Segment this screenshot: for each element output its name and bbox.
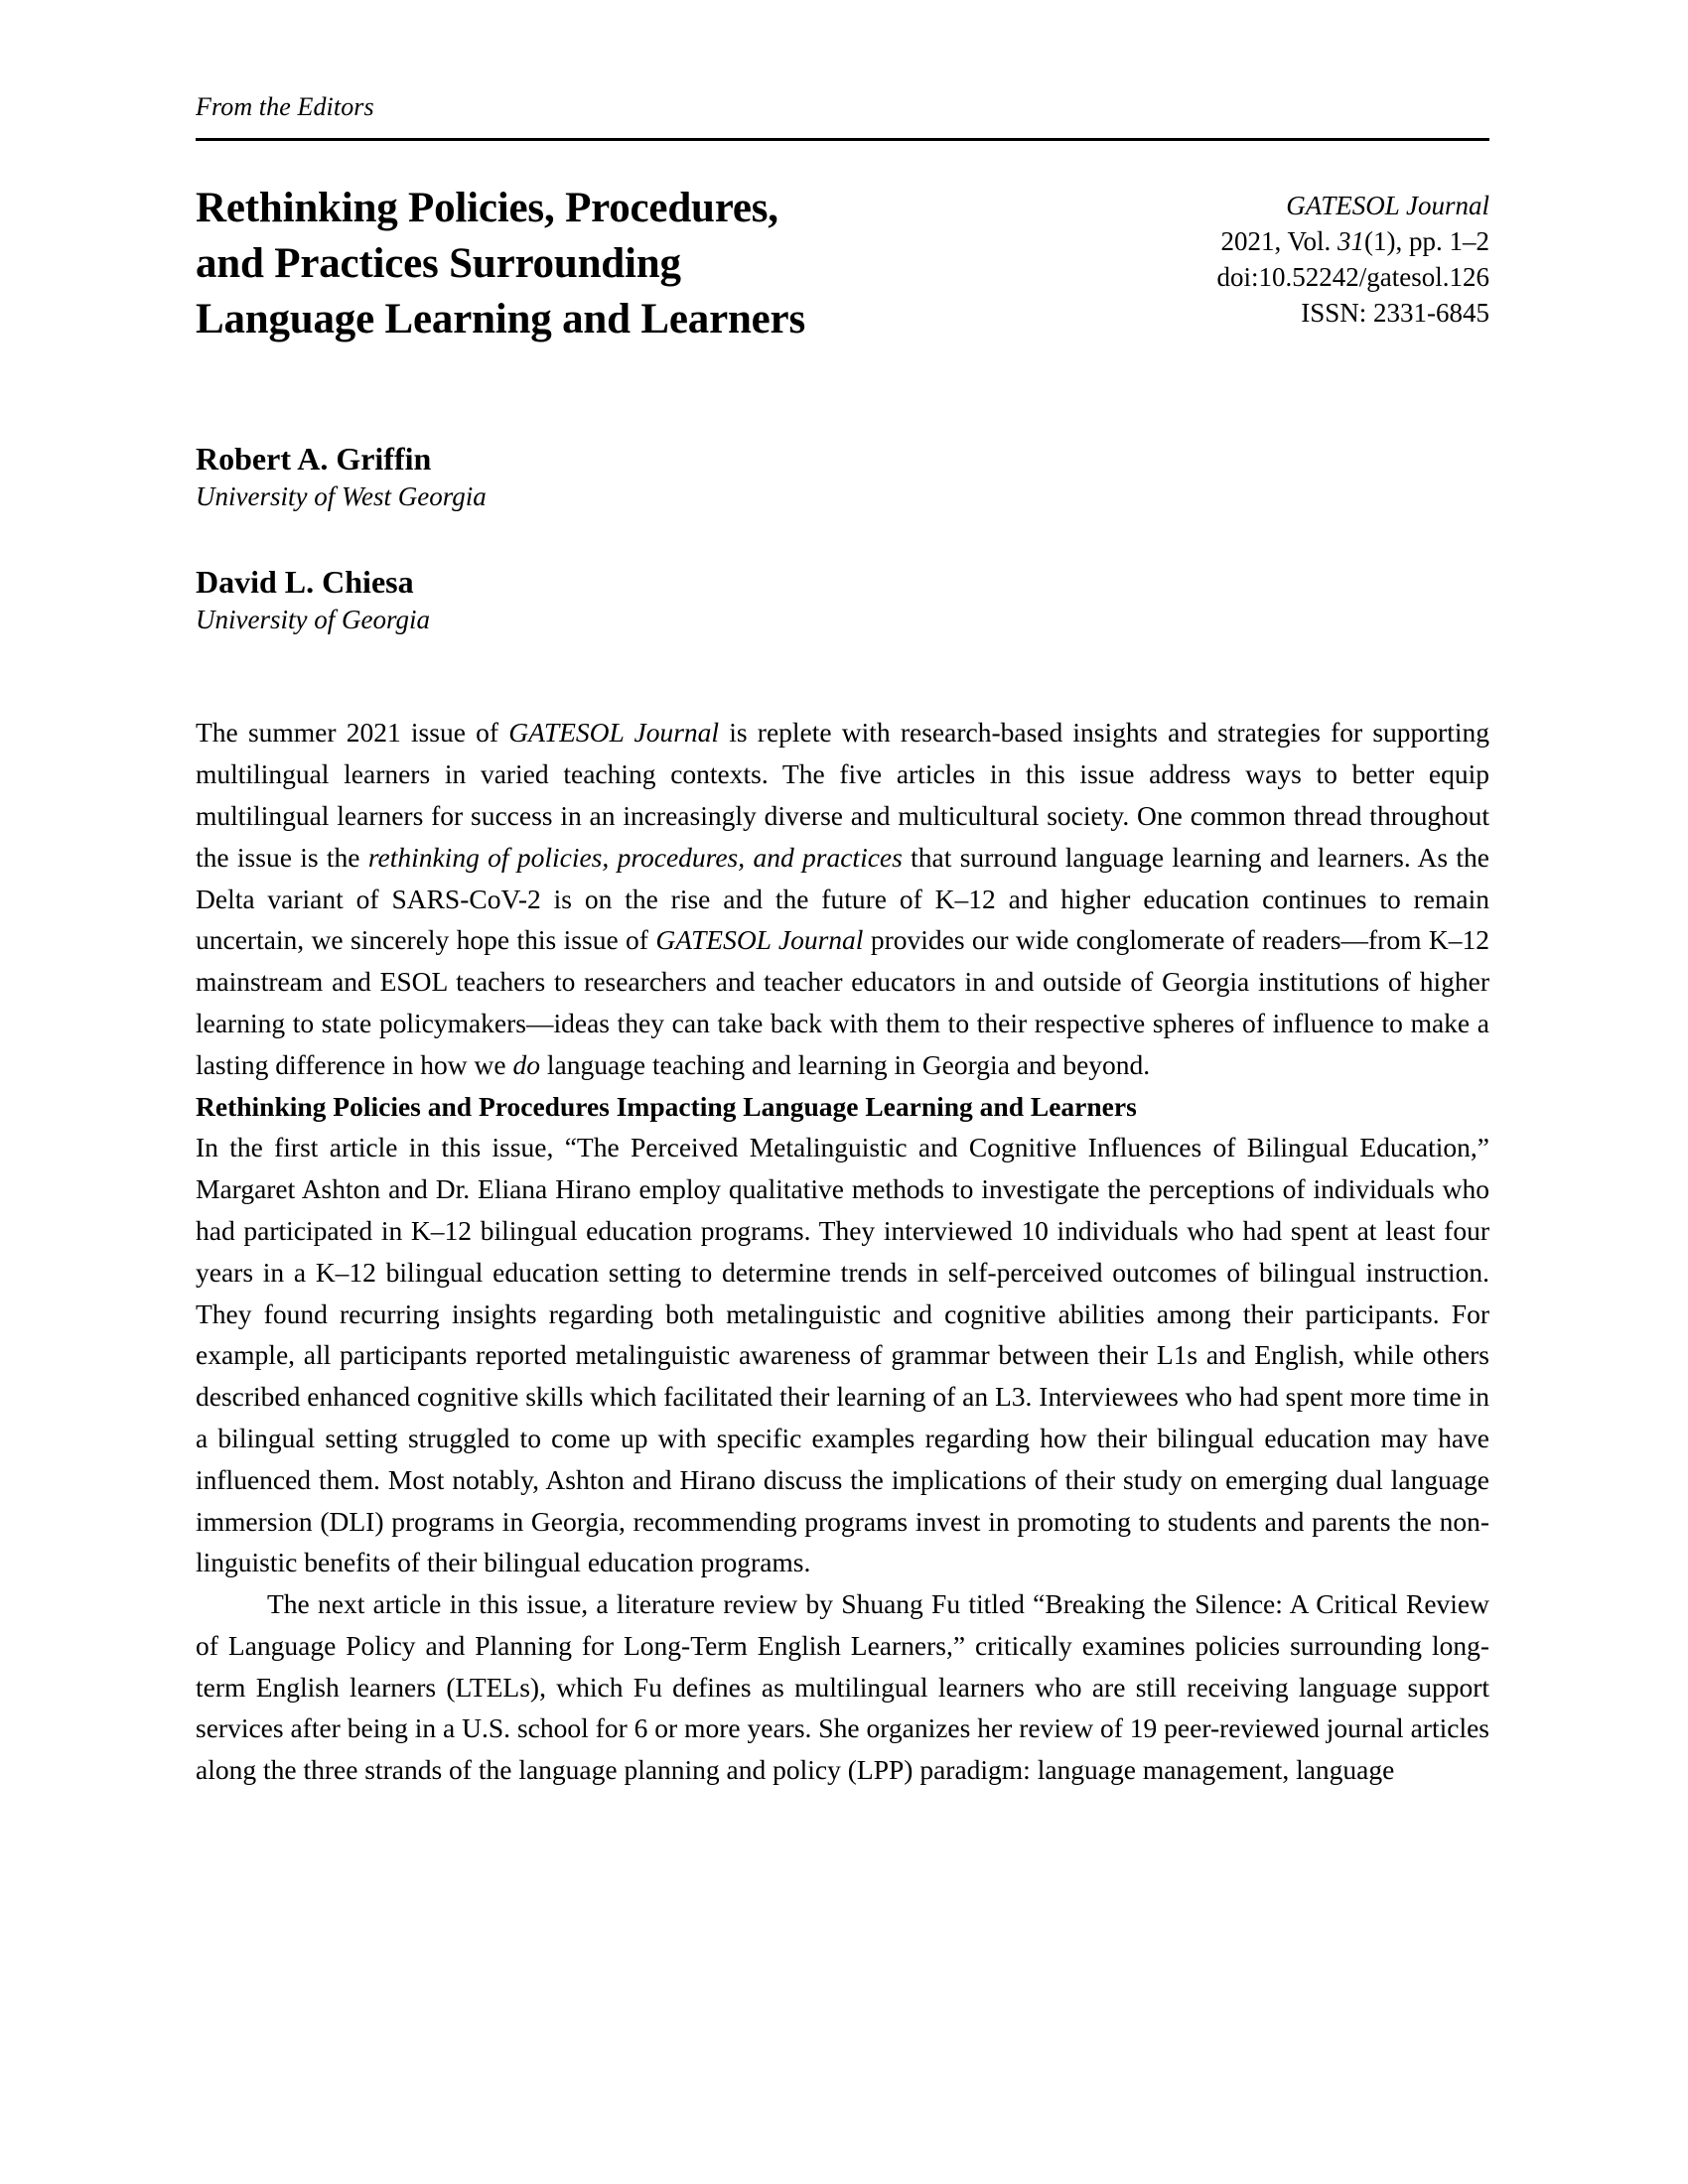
volume-prefix: 2021, Vol. — [1220, 226, 1338, 257]
journal-volume-line — [1072, 224, 1489, 260]
page-title — [196, 181, 990, 347]
author-name: Robert A. Griffin — [196, 440, 432, 477]
p1-italic-3: GATESOL Journal — [655, 924, 864, 956]
volume-suffix: (1), pp. 1–2 — [1364, 226, 1489, 257]
title-line-3: Language Learning and Learners — [196, 295, 805, 342]
author-entry — [196, 439, 1489, 514]
author-list — [196, 439, 1489, 637]
p1-part-b: is replete with research-based insights and strategies for supporting multilingual learners in varied teaching contexts. The five articles in this issue address ways to better equip multilingual learners for success in an increasingly diverse and multicultural society. One common thread throughout the issue is the — [196, 717, 1489, 873]
header-divider — [196, 138, 1489, 141]
journal-name: GATESOL Journal — [1286, 191, 1489, 221]
p1-italic-1: GATESOL Journal — [508, 717, 720, 749]
article-body — [196, 712, 1489, 1791]
title-block — [196, 181, 1489, 347]
p1-part-e: language teaching and learning in Georgia and beyond. — [539, 1048, 1151, 1080]
page-content — [196, 0, 1489, 1791]
running-head: From the Editors — [196, 92, 374, 121]
title-line-2: and Practices Surrounding — [196, 240, 681, 288]
title-line-1: Rethinking Policies, Procedures, — [196, 185, 778, 232]
p1-italic-4: do — [512, 1048, 540, 1080]
section-heading: Rethinking Policies and Procedures Impacting Language Learning and Learners — [196, 1090, 1137, 1122]
journal-metadata — [1072, 181, 1489, 332]
author-affiliation: University of West Georgia — [196, 480, 487, 511]
body-paragraph-2: In the first article in this issue, “The Perceived Metalinguistic and Cognitive Influences of Bilingual Education,” Margaret Ashton and Dr. Eliana Hirano employ qualitative methods to investigate the perceptions of individuals who had participated in K–12 bilingual education programs. They interviewed 10 individuals who had spent at least four years in a K–12 bilingual education setting to determine trends in self-perceived outcomes of bilingual instruction. They found recurring insights regarding both metalinguistic and cognitive abilities among their participants. For example, all participants reported metalinguistic awareness of grammar between their L1s and English, while others described enhanced cognitive skills which facilitated their learning of an L3. Interviewees who had spent more time in a bilingual setting struggled to come up with specific examples regarding how their bilingual education may have influenced them. Most notably, Ashton and Hirano discuss the implications of their study on emerging dual language immersion (DLI) programs in Georgia, recommending programs invest in promoting to students and parents the non-linguistic benefits of their bilingual education programs. — [196, 1132, 1489, 1578]
journal-doi: doi:10.52242/gatesol.126 — [1216, 262, 1489, 292]
journal-issn: ISSN: 2331-6845 — [1301, 297, 1489, 328]
p1-part-d: provides our wide conglomerate of readers—from K–12 mainstream and ESOL teachers to researchers and teacher educators in and outside of Georgia institutions of higher learning to state policymakers—ideas they can take back with them to their respective spheres of influence to make a lasting difference in how we — [196, 924, 1489, 1080]
p1-italic-2: rethinking of policies, procedures, and practices — [367, 841, 903, 873]
volume-number: 31 — [1337, 226, 1365, 257]
body-paragraph-3: The next article in this issue, a literature review by Shuang Fu titled “Breaking the Silence: A Critical Review of Language Policy and Planning for Long-Term English Learners,” critically examines policies surrounding long-term English learners (LTELs), which Fu defines as multilingual learners who are still receiving language support services after being in a U.S. school for 6 or more years. She organizes her review of 19 peer-reviewed journal articles along the three strands of the language planning and policy (LPP) paradigm: language management, language — [196, 1588, 1489, 1786]
author-entry — [196, 562, 1489, 637]
author-name: David L. Chiesa — [196, 563, 414, 600]
p1-part-c: that surround language learning and learners. As the Delta variant of SARS-CoV-2 is on the rise and the future of K–12 and higher education continues to remain uncertain, we sincerely hope this issue of — [196, 841, 1489, 956]
body-paragraph-1 — [196, 712, 1489, 1085]
author-affiliation: University of Georgia — [196, 604, 430, 634]
p1-part-a: The summer 2021 issue of — [196, 717, 509, 749]
